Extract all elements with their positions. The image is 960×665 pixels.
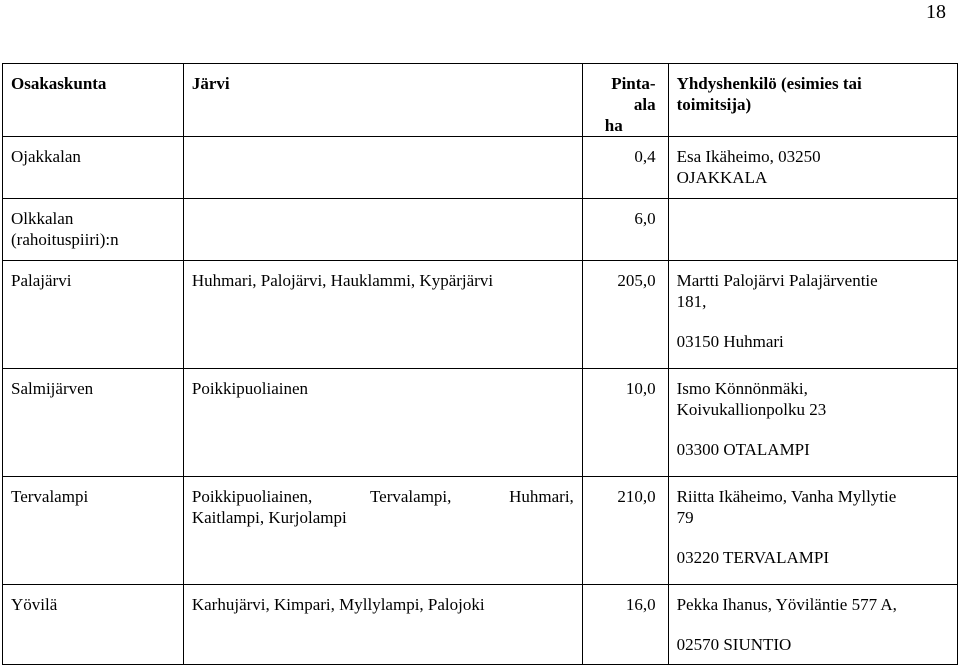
osakaskunta-name: Salmijärven (11, 379, 94, 398)
jarvi-name: Kaitlampi, Kurjolampi (191, 508, 347, 527)
pinta-ala-value: 210,0 (617, 487, 656, 506)
cell-osakaskunta (3, 199, 184, 261)
header-pinta-ala (582, 64, 668, 137)
cell-osakaskunta (3, 261, 184, 369)
table-row (3, 369, 958, 477)
header-jarvi (183, 64, 582, 137)
cell-jarvi (183, 137, 582, 199)
yhteys-line: 79 (676, 508, 694, 527)
header-osakaskunta-label: Osakaskunta (11, 74, 107, 93)
header-jarvi-label: Järvi (191, 74, 230, 93)
jarvi-word: Poikkipuoliainen, (191, 487, 313, 506)
jarvi-name: Karhujärvi, Kimpari, Myllylampi, Palojoki (191, 595, 485, 614)
yhteys-line: 03300 OTALAMPI (676, 440, 810, 459)
yhteys-line: Martti Palojärvi Palajärventie (676, 271, 878, 290)
osakaskunta-name: Palajärvi (11, 271, 72, 290)
cell-jarvi (183, 477, 582, 585)
cell-jarvi (183, 369, 582, 477)
cell-jarvi (183, 199, 582, 261)
table-row (3, 137, 958, 199)
yhteys-line: Ismo Könnönmäki, (676, 379, 808, 398)
jarvi-word: Huhmari, (509, 487, 574, 506)
header-yhdyshenkilo-line2: toimitsija) (676, 95, 752, 114)
cell-pinta-ala (582, 199, 668, 261)
table-row (3, 261, 958, 369)
cell-yhdyshenkilo (668, 369, 957, 477)
yhteys-line: Koivukallionpolku 23 (676, 400, 827, 419)
yhteys-line: 02570 SIUNTIO (676, 635, 792, 654)
osakaskunta-name: Tervalampi (11, 487, 89, 506)
cell-yhdyshenkilo (668, 137, 957, 199)
cell-pinta-ala (582, 477, 668, 585)
cell-yhdyshenkilo (668, 585, 957, 665)
header-yhdyshenkilo-line1: Yhdyshenkilö (esimies tai (676, 74, 862, 93)
cell-yhdyshenkilo (668, 477, 957, 585)
table-row (3, 199, 958, 261)
yhteys-line: Pekka Ihanus, Yöviläntie 577 A, (676, 595, 897, 614)
osakaskunta-table (2, 63, 958, 665)
cell-yhdyshenkilo (668, 199, 957, 261)
yhteys-line: Esa Ikäheimo, 03250 (676, 147, 821, 166)
header-pinta-ala-line1: Pinta-ala (611, 74, 656, 114)
pinta-ala-value: 205,0 (617, 271, 656, 290)
table-row (3, 477, 958, 585)
jarvi-justified-line (192, 486, 574, 507)
jarvi-name: Huhmari, Palojärvi, Hauklammi, Kypärjärvi (191, 271, 494, 290)
header-yhdyshenkilo (668, 64, 957, 137)
header-osakaskunta (3, 64, 184, 137)
cell-pinta-ala (582, 585, 668, 665)
yhteys-line: 03150 Huhmari (676, 332, 784, 351)
pinta-ala-value: 16,0 (625, 595, 656, 614)
cell-jarvi (183, 261, 582, 369)
jarvi-word: Tervalampi, (369, 487, 452, 506)
yhteys-line: OJAKKALA (676, 168, 768, 187)
jarvi-name: Poikkipuoliainen (191, 379, 309, 398)
cell-yhdyshenkilo (668, 261, 957, 369)
table-header-row (3, 64, 958, 137)
cell-pinta-ala (582, 137, 668, 199)
page-number: 18 (926, 1, 946, 23)
yhteys-line: Riitta Ikäheimo, Vanha Myllytie (676, 487, 897, 506)
yhteys-line: 03220 TERVALAMPI (676, 548, 830, 567)
header-pinta-ala-line2: ha (604, 116, 623, 135)
osakaskunta-name: Ojakkalan (11, 147, 81, 166)
yhteys-line: 181, (676, 292, 707, 311)
pinta-ala-value: 0,4 (634, 147, 656, 166)
cell-pinta-ala (582, 261, 668, 369)
cell-osakaskunta (3, 585, 184, 665)
pinta-ala-value: 6,0 (634, 209, 656, 228)
osakaskunta-name: Olkkalan (11, 209, 74, 228)
cell-osakaskunta (3, 369, 184, 477)
pinta-ala-value: 10,0 (625, 379, 656, 398)
cell-osakaskunta (3, 137, 184, 199)
osakaskunta-name: Yövilä (11, 595, 58, 614)
cell-osakaskunta (3, 477, 184, 585)
cell-jarvi (183, 585, 582, 665)
cell-pinta-ala (582, 369, 668, 477)
table-row (3, 585, 958, 665)
osakaskunta-name: (rahoituspiiri):n (11, 230, 119, 249)
